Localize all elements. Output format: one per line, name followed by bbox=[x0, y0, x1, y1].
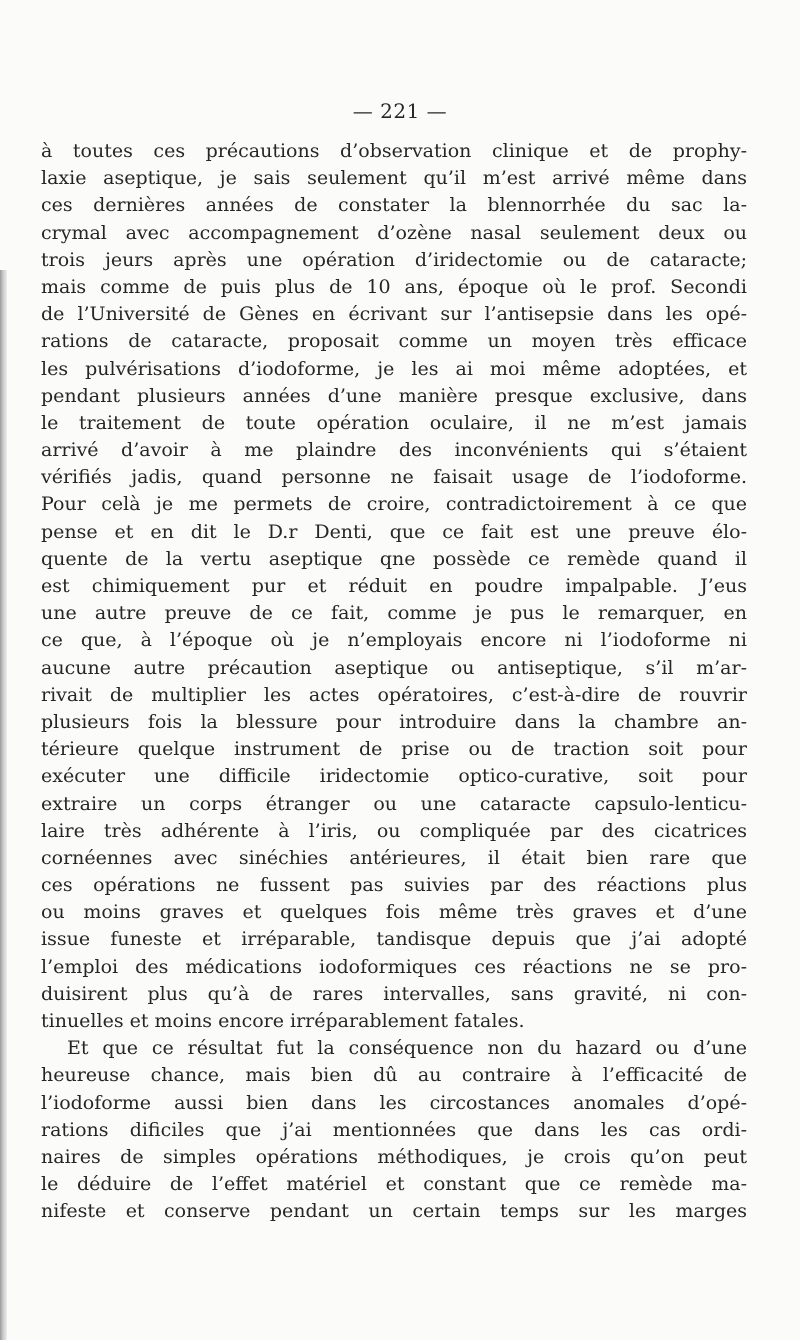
text-line: crymal avec accompagnement d’ozène nasal seulement deux ou bbox=[41, 221, 747, 244]
paragraph-end-line: tinuelles et moins encore irréparablement fatales. bbox=[41, 1010, 525, 1032]
text-line: pense et en dit le D.r Denti, que ce fait est une preuve élo- bbox=[41, 520, 747, 543]
text-line: issue funeste et irréparable, tandisque depuis que j’ai adopté bbox=[41, 928, 747, 951]
text-line: exécuter une difficile iridectomie optico-curative, soit pour bbox=[41, 765, 747, 788]
text-line: naires de simples opérations méthodiques, je crois qu’on peut bbox=[41, 1145, 747, 1168]
text-line: rations de cataracte, proposait comme un moyen très efficace bbox=[41, 330, 747, 353]
text-line: pendant plusieurs années d’une manière presque exclusive, dans bbox=[41, 384, 747, 407]
text-line: aucune autre précaution aseptique ou antiseptique, s’il m’ar- bbox=[41, 656, 747, 679]
text-line: est chimiquement pur et réduit en poudre impalpable. J’eus bbox=[41, 575, 747, 597]
text-line: l’iodoforme aussi bien dans les circostances anomales d’opé- bbox=[41, 1091, 747, 1114]
text-line: plusieurs fois la blessure pour introduire dans la chambre an- bbox=[41, 710, 747, 733]
text-line: térieure quelque instrument de prise ou de traction soit pour bbox=[41, 738, 747, 761]
text-line: laxie aseptique, je sais seulement qu’il m’est arrivé même dans bbox=[41, 167, 747, 190]
text-line: les pulvérisations d’iodoforme, je les ai moi même adoptées, et bbox=[41, 357, 747, 380]
text-line: le déduire de l’effet matériel et constant que ce remède ma- bbox=[41, 1173, 747, 1196]
text-line: ces dernières années de constater la blennorrhée du sac la- bbox=[41, 194, 747, 217]
text-line: Pour celà je me permets de croire, contradictoirement à ce que bbox=[41, 493, 747, 516]
text-line: ces opérations ne fussent pas suivies par des réactions plus bbox=[41, 874, 747, 897]
paragraph-start-line: Et que ce résultat fut la conséquence non du hazard ou d’une bbox=[67, 1037, 747, 1060]
text-line: une autre preuve de ce fait, comme je pus le remarquer, en bbox=[41, 602, 747, 625]
text-line: quente de la vertu aseptique qne possède ce remède quand il bbox=[41, 547, 747, 570]
text-line: extraire un corps étranger ou une cataracte capsulo-lenticu- bbox=[41, 792, 747, 815]
text-line: laire très adhérente à l’iris, ou compliquée par des cicatrices bbox=[41, 819, 747, 842]
text-line: heureuse chance, mais bien dû au contraire à l’efficacité de bbox=[41, 1064, 747, 1087]
text-line: rations dificiles que j’ai mentionnées que dans les cas ordi- bbox=[41, 1118, 747, 1141]
text-line: l’emploi des médications iodoformiques ces réactions ne se pro- bbox=[41, 955, 747, 978]
text-line: le traitement de toute opération oculaire, il ne m’est jamais bbox=[41, 411, 747, 434]
text-line: ce que, à l’époque où je n’employais encore ni l’iodoforme ni bbox=[41, 629, 747, 652]
text-line: à toutes ces précautions d’observation clinique et de prophy- bbox=[41, 140, 747, 162]
text-line: nifeste et conserve pendant un certain temps sur les marges bbox=[41, 1200, 747, 1223]
text-line: rivait de multiplier les actes opératoires, c’est-à-dire de rouvrir bbox=[41, 683, 747, 706]
text-line: duisirent plus qu’à de rares intervalles, sans gravité, ni con- bbox=[41, 982, 747, 1005]
page-spine-shadow bbox=[0, 270, 7, 1340]
text-line: trois jeurs après une opération d’iridectomie ou de cataracte; bbox=[41, 248, 747, 271]
text-line: cornéennes avec sinéchies antérieures, il était bien rare que bbox=[41, 846, 747, 869]
text-line: mais comme de puis plus de 10 ans, époque où le prof. Secondi bbox=[41, 275, 747, 298]
text-line: vérifiés jadis, quand personne ne faisait usage de l’iodoforme. bbox=[41, 466, 747, 489]
body-text bbox=[41, 138, 747, 1226]
page-number: — 221 — bbox=[352, 99, 448, 123]
text-line: de l’Université de Gènes en écrivant sur l’antisepsie dans les opé- bbox=[41, 303, 747, 326]
text-line: ou moins graves et quelques fois même très graves et d’une bbox=[41, 901, 747, 924]
text-line: arrivé d’avoir à me plaindre des inconvénients qui s’étaient bbox=[41, 439, 747, 462]
